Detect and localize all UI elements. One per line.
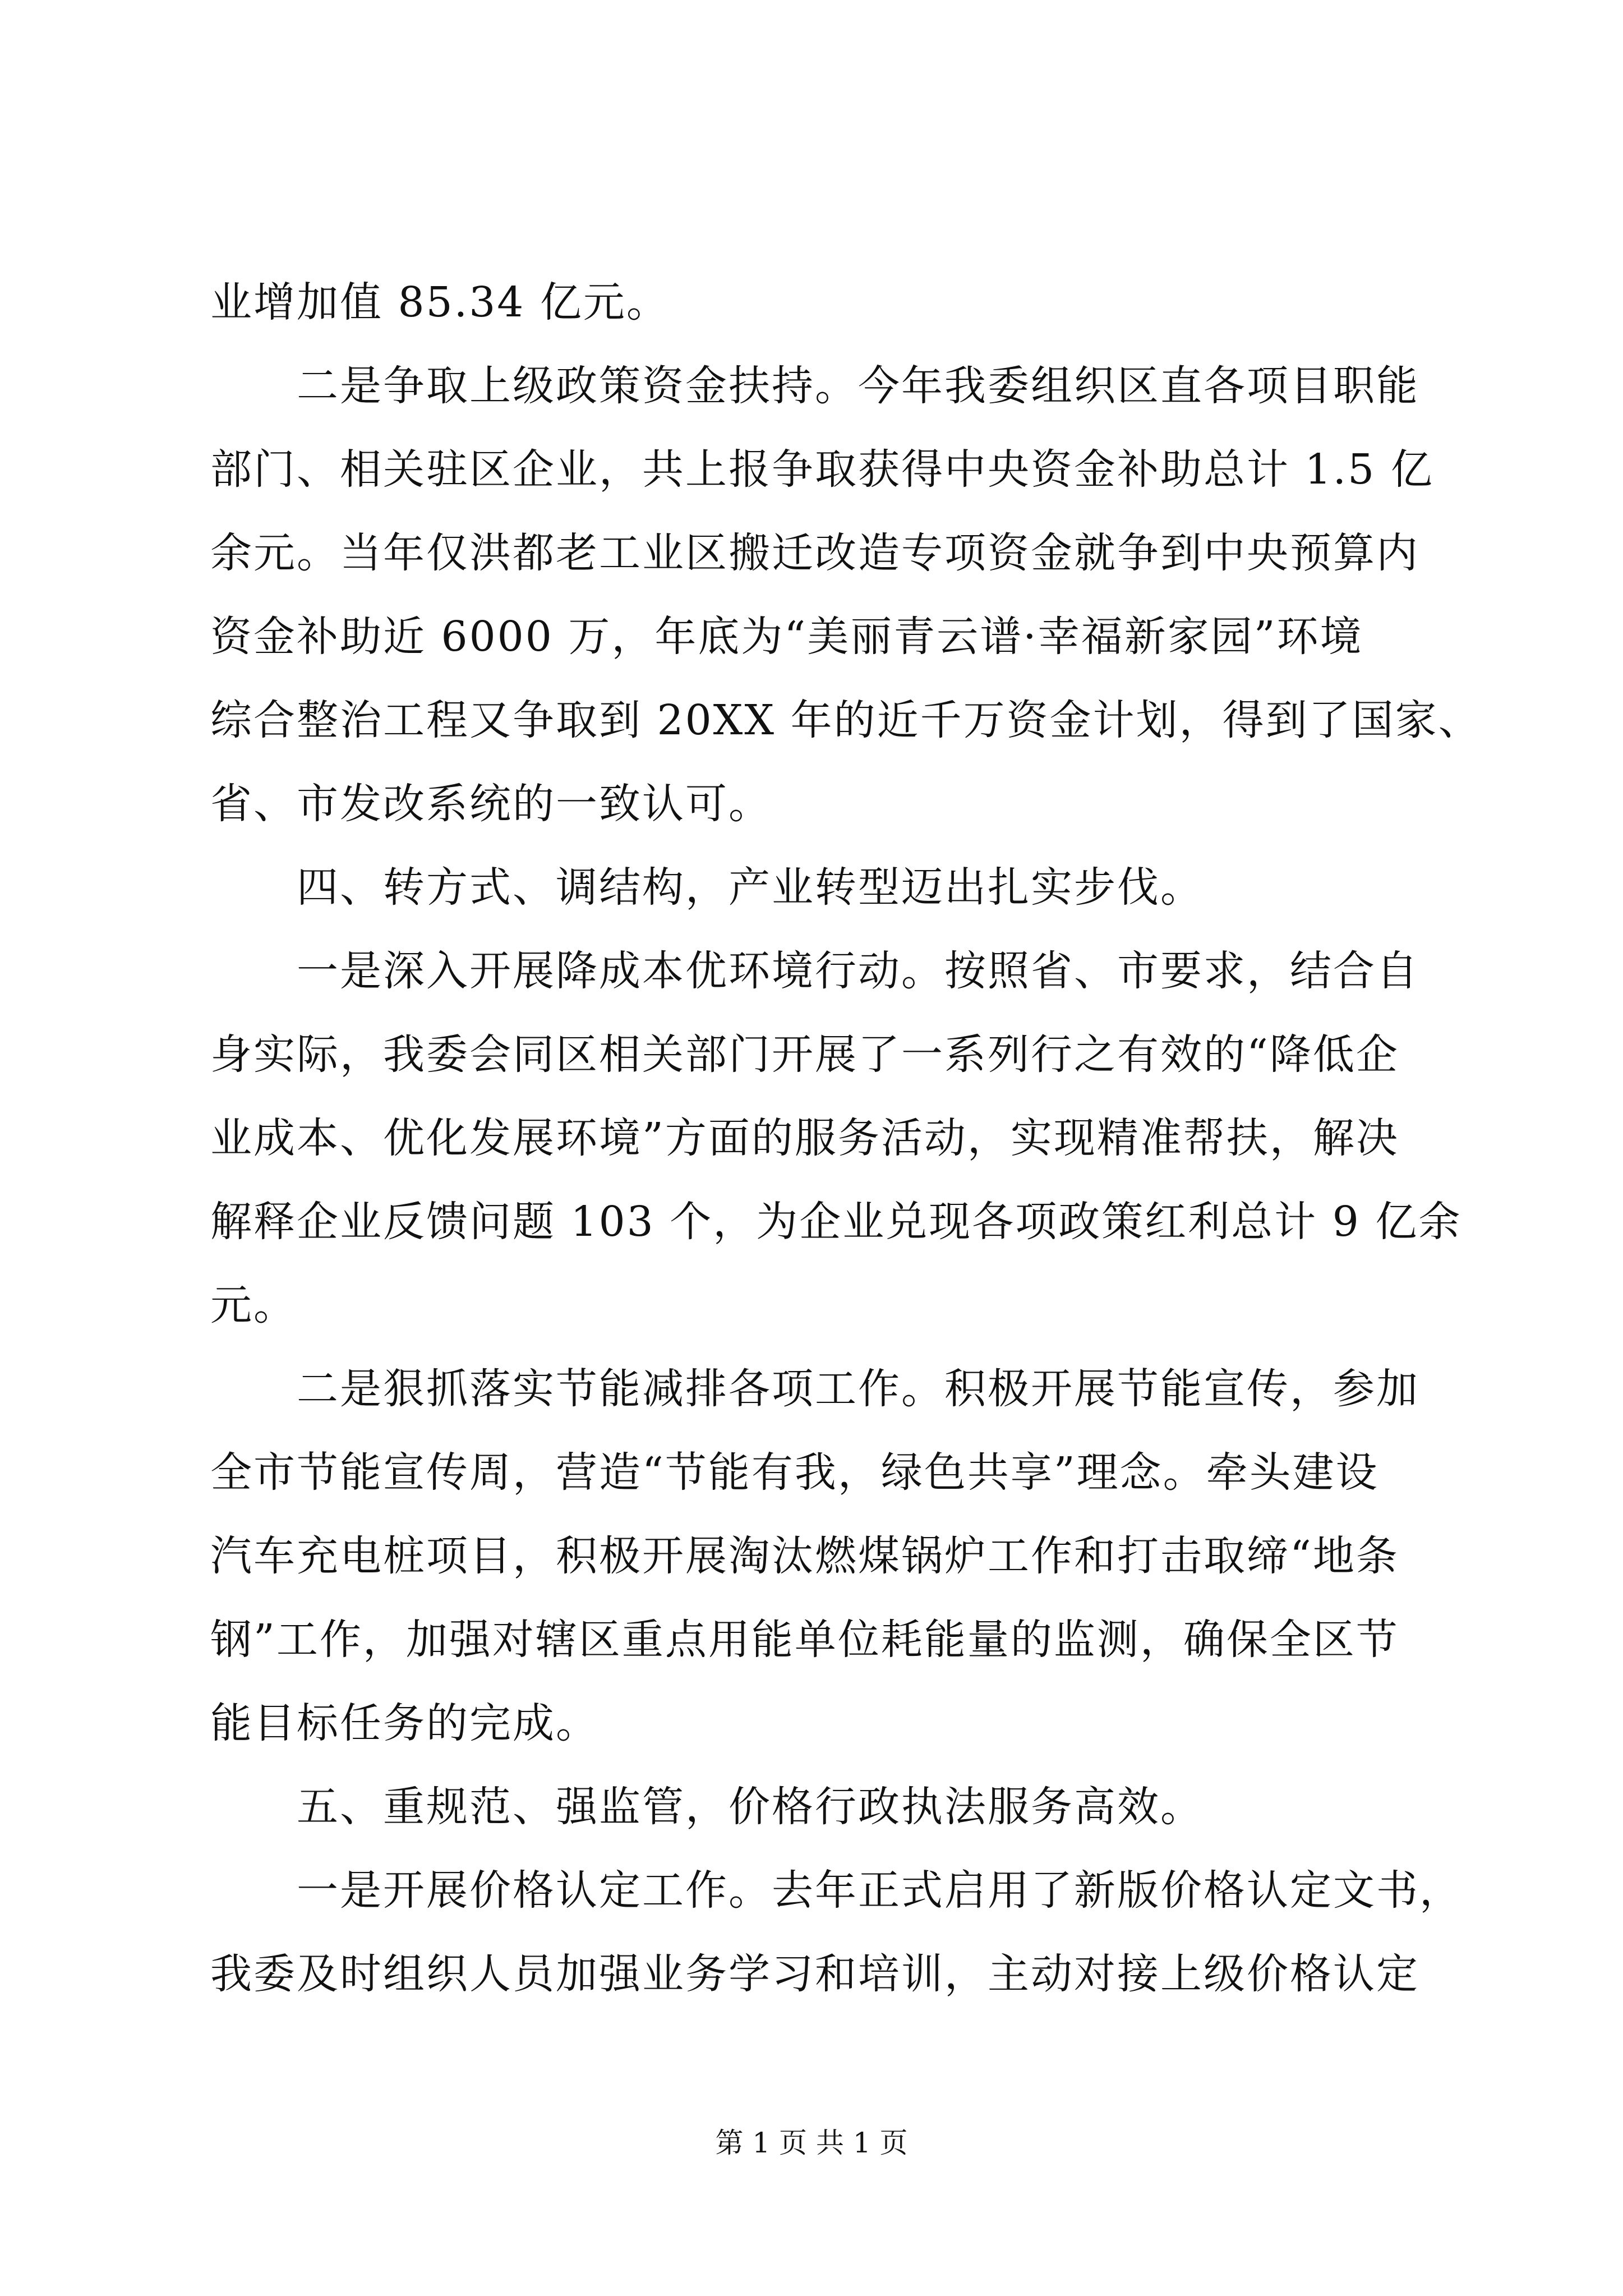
text-line: 省、市发改系统的一致认可。 <box>210 780 772 828</box>
text-line: 钢”工作，加强对辖区重点用能单位耗能量的监测，确保全区节 <box>210 1616 1399 1664</box>
page-footer: 第 1 页 共 1 页 <box>715 2127 908 2159</box>
text-line: 解释企业反馈问题 103 个，为企业兑现各项政策红利总计 9 亿余 <box>210 1198 1462 1246</box>
text-line: 业增加值 85.34 亿元。 <box>210 278 670 326</box>
text-line: 二是争取上级政策资金扶持。今年我委组织区直各项目职能 <box>210 362 1419 410</box>
text-line: 一是开展价格认定工作。去年正式启用了新版价格认定文书， <box>210 1866 1463 1915</box>
text-line: 一是深入开展降成本优环境行动。按照省、市要求，结合自 <box>210 947 1419 995</box>
text-line: 业成本、优化发展环境”方面的服务活动，实现精准帮扶，解决 <box>210 1114 1399 1162</box>
text-line: 部门、相关驻区企业，共上报争取获得中央资金补助总计 1.5 亿 <box>210 445 1434 494</box>
text-line: 汽车充电桩项目，积极开展淘汰燃煤锅炉工作和打击取缔“地条 <box>210 1532 1399 1580</box>
text-line: 能目标任务的完成。 <box>210 1699 599 1747</box>
text-line: 我委及时组织人员加强业务学习和培训，主动对接上级价格认定 <box>210 1950 1419 1998</box>
text-line: 全市节能宣传周，营造“节能有我，绿色共享”理念。牵头建设 <box>210 1448 1379 1497</box>
text-line: 资金补助近 6000 万，年底为“美丽青云谱·幸福新家园”环境 <box>210 613 1363 661</box>
section-heading: 四、转方式、调结构，产业转型迈出扎实步伐。 <box>210 863 1204 912</box>
text-line: 身实际，我委会同区相关部门开展了一系列行之有效的“降低企 <box>210 1030 1399 1079</box>
text-line: 二是狠抓落实节能减排各项工作。积极开展节能宣传，参加 <box>210 1365 1419 1413</box>
text-line: 元。 <box>210 1281 297 1329</box>
text-line: 余元。当年仅洪都老工业区搬迁改造专项资金就争到中央预算内 <box>210 529 1419 577</box>
section-heading: 五、重规范、强监管，价格行政执法服务高效。 <box>210 1783 1204 1831</box>
document-body <box>210 261 1482 2016</box>
text-line: 综合整治工程又争取到 20XX 年的近千万资金计划，得到了国家、 <box>210 696 1482 744</box>
